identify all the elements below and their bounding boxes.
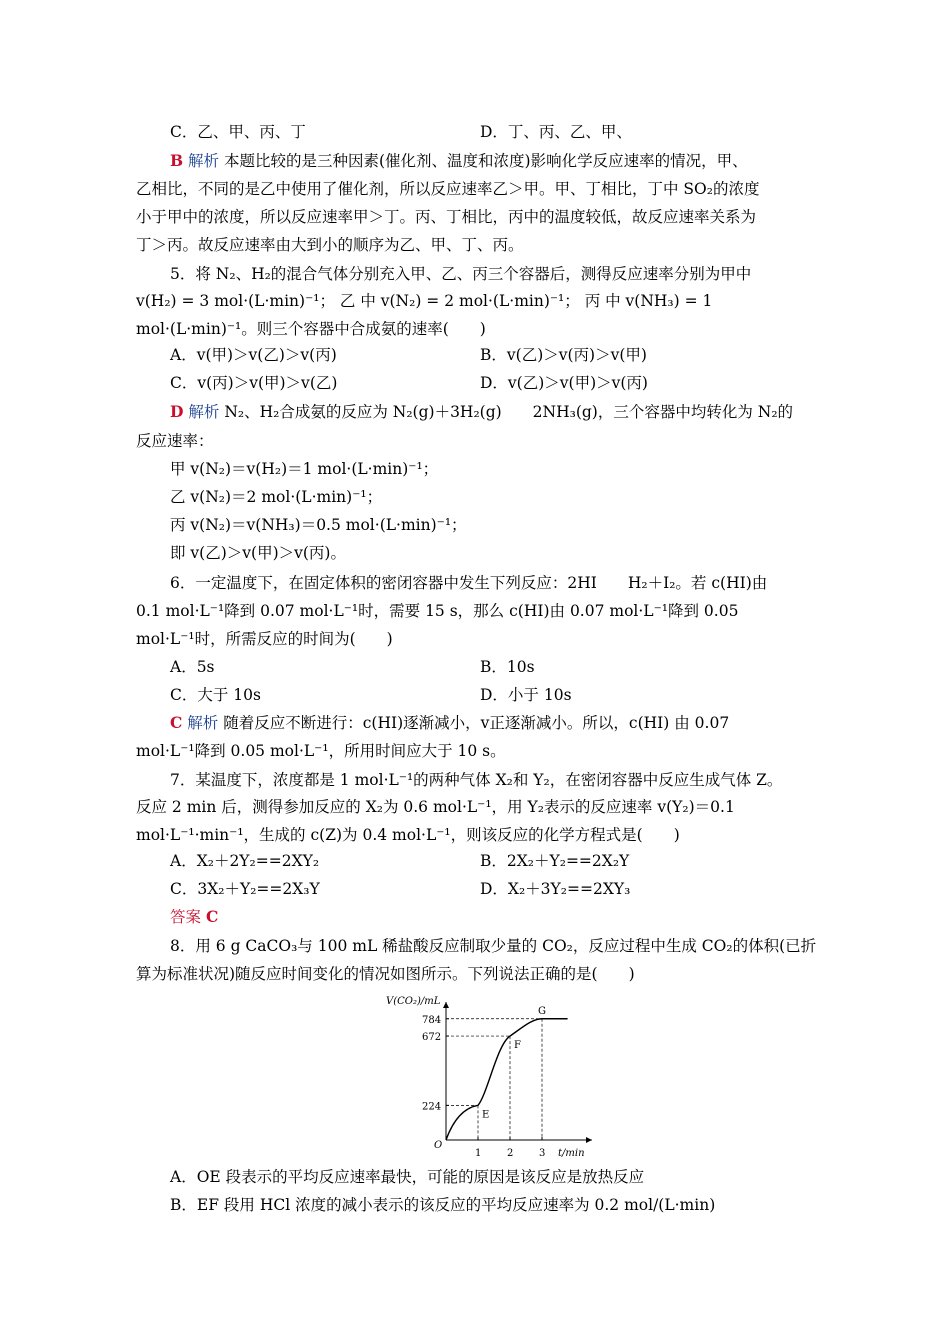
analysis-tag: 解析 xyxy=(188,403,220,421)
x-tick-label: 3 xyxy=(539,1148,546,1159)
option-a: A．5s xyxy=(170,658,215,676)
answer-letter: D xyxy=(170,402,184,421)
analysis-text: 本题比较的是三种因素(催化剂、温度和浓度)影响化学反应速率的情况，甲、 xyxy=(224,152,748,170)
option-c: C．v(丙)＞v(甲)＞v(乙) xyxy=(170,374,338,392)
x-tick-label: 2 xyxy=(507,1148,514,1159)
analysis-text: 随着反应不断进行：c(HI)逐渐减小，v正逐渐减小。所以，c(HI) 由 0.07 xyxy=(223,714,730,732)
answer-line xyxy=(170,906,218,928)
text-line: 即 v(乙)＞v(甲)＞v(丙)。 xyxy=(170,544,346,562)
text-line: 丙 v(N₂)＝v(NH₃)＝0.5 mol·(L·min)⁻¹； xyxy=(170,516,467,534)
text-line: mol·L⁻¹·min⁻¹，生成的 c(Z)为 0.4 mol·L⁻¹，则该反应的化学方程式是( ) xyxy=(136,826,680,844)
y-tick-label: 672 xyxy=(422,1032,442,1044)
question-5: 5．将 N₂、H₂的混合气体分别充入甲、乙、丙三个容器后，测得反应速率分别为甲中 xyxy=(170,265,752,283)
text-line: 小于甲中的浓度，所以反应速率甲＞丁。丙、丁相比，丙中的温度较低，故反应速率关系为 xyxy=(136,208,757,226)
y-tick-label: 224 xyxy=(422,1101,442,1113)
option-a: A．X₂＋2Y₂==2XY₂ xyxy=(170,852,320,870)
option-b: B．2X₂＋Y₂==2X₂Y xyxy=(480,852,630,870)
y-tick-label: 784 xyxy=(422,1014,442,1026)
option-a: A．OE 段表示的平均反应速率最快，可能的原因是该反应是放热反应 xyxy=(170,1168,645,1186)
option-b: B．10s xyxy=(480,658,535,676)
text-line: 丁＞丙。故反应速率由大到小的顺序为乙、甲、丁、丙。 xyxy=(136,236,524,254)
text-line: 0.1 mol·L⁻¹降到 0.07 mol·L⁻¹时，需要 15 s，那么 c(HI)由 0.07 mol·L⁻¹降到 0.05 xyxy=(136,602,739,620)
analysis-tag: 解析 xyxy=(187,714,219,732)
option-d: D．v(乙)＞v(甲)＞v(丙) xyxy=(480,374,648,392)
text-line: 反应 2 min 后，测得参加反应的 X₂为 0.6 mol·L⁻¹，用 Y₂表示的反应速率 v(Y₂)＝0.1 xyxy=(136,798,735,816)
option-b: B．EF 段用 HCl 浓度的减小表示的该反应的平均反应速率为 0.2 mol/(L·min) xyxy=(170,1196,716,1214)
y-axis-label: V(CO₂)/mL xyxy=(386,996,441,1007)
x-axis-arrow xyxy=(586,1137,592,1143)
analysis-text: N₂、H₂合成氨的反应为 N₂(g)＋3H₂(g) 2NH₃(g)，三个容器中均转化为 N₂的 xyxy=(224,403,794,421)
text-line: 反应速率： xyxy=(136,432,214,450)
answer-letter: C xyxy=(170,713,183,732)
point-label: F xyxy=(514,1040,521,1052)
option-d: D．X₂＋3Y₂==2XY₃ xyxy=(480,880,631,898)
answer-tag: 答案 xyxy=(170,908,202,926)
text-line: 甲 v(N₂)＝v(H₂)＝1 mol·(L·min)⁻¹； xyxy=(170,460,439,478)
question-8: 8．用 6 g CaCO₃与 100 mL 稀盐酸反应制取少量的 CO₂，反应过程中生成 CO₂的体积(已折 xyxy=(170,937,817,955)
analysis-line xyxy=(170,150,748,172)
y-axis-arrow xyxy=(443,1002,449,1008)
option-d: D．小于 10s xyxy=(480,686,572,704)
text-line: mol·(L·min)⁻¹。则三个容器中合成氨的速率( ) xyxy=(136,320,486,338)
analysis-line xyxy=(170,712,729,734)
text-line: mol·L⁻¹降到 0.05 mol·L⁻¹，所用时间应大于 10 s。 xyxy=(136,742,506,760)
option-b: B．v(乙)＞v(丙)＞v(甲) xyxy=(480,346,647,364)
answer-letter: C xyxy=(205,907,219,926)
analysis-tag: 解析 xyxy=(188,152,220,170)
text-line: mol·L⁻¹时，所需反应的时间为( ) xyxy=(136,630,393,648)
answer-letter: B xyxy=(170,151,184,170)
text-line: 乙 v(N₂)＝2 mol·(L·min)⁻¹； xyxy=(170,488,383,506)
option-c: C．大于 10s xyxy=(170,686,261,704)
x-tick-label: 1 xyxy=(475,1148,482,1159)
option-c: C．3X₂＋Y₂==2X₃Y xyxy=(170,880,320,898)
question-6: 6．一定温度下，在固定体积的密闭容器中发生下列反应：2HI H₂＋I₂。若 c(HI)由 xyxy=(170,574,768,592)
text-line: 算为标准状况)随反应时间变化的情况如图所示。下列说法正确的是( ) xyxy=(136,965,635,983)
text-line: 乙相比，不同的是乙中使用了催化剂，所以反应速率乙＞甲。甲、丁相比，丁中 SO₂的浓度 xyxy=(136,180,760,198)
text-line: v(H₂) = 3 mol·(L·min)⁻¹； 乙 中 v(N₂) = 2 mol·(L·min)⁻¹； 丙 中 v(NH₃) = 1 xyxy=(136,292,713,310)
option-d: D．丁、丙、乙、甲、 xyxy=(480,123,632,141)
origin-label: O xyxy=(434,1140,443,1151)
option-c: C．乙、甲、丙、丁 xyxy=(170,123,306,141)
analysis-line xyxy=(170,401,793,423)
series-line xyxy=(446,1019,568,1140)
option-a: A．v(甲)＞v(乙)＞v(丙) xyxy=(170,346,337,364)
question-7: 7．某温度下，浓度都是 1 mol·L⁻¹的两种气体 X₂和 Y₂，在密闭容器中反应生成气体 Z。 xyxy=(170,771,783,789)
point-label: G xyxy=(538,1005,546,1017)
co2-volume-chart xyxy=(370,990,600,1165)
x-axis-label: t/min xyxy=(558,1148,585,1159)
point-label: E xyxy=(482,1109,490,1121)
